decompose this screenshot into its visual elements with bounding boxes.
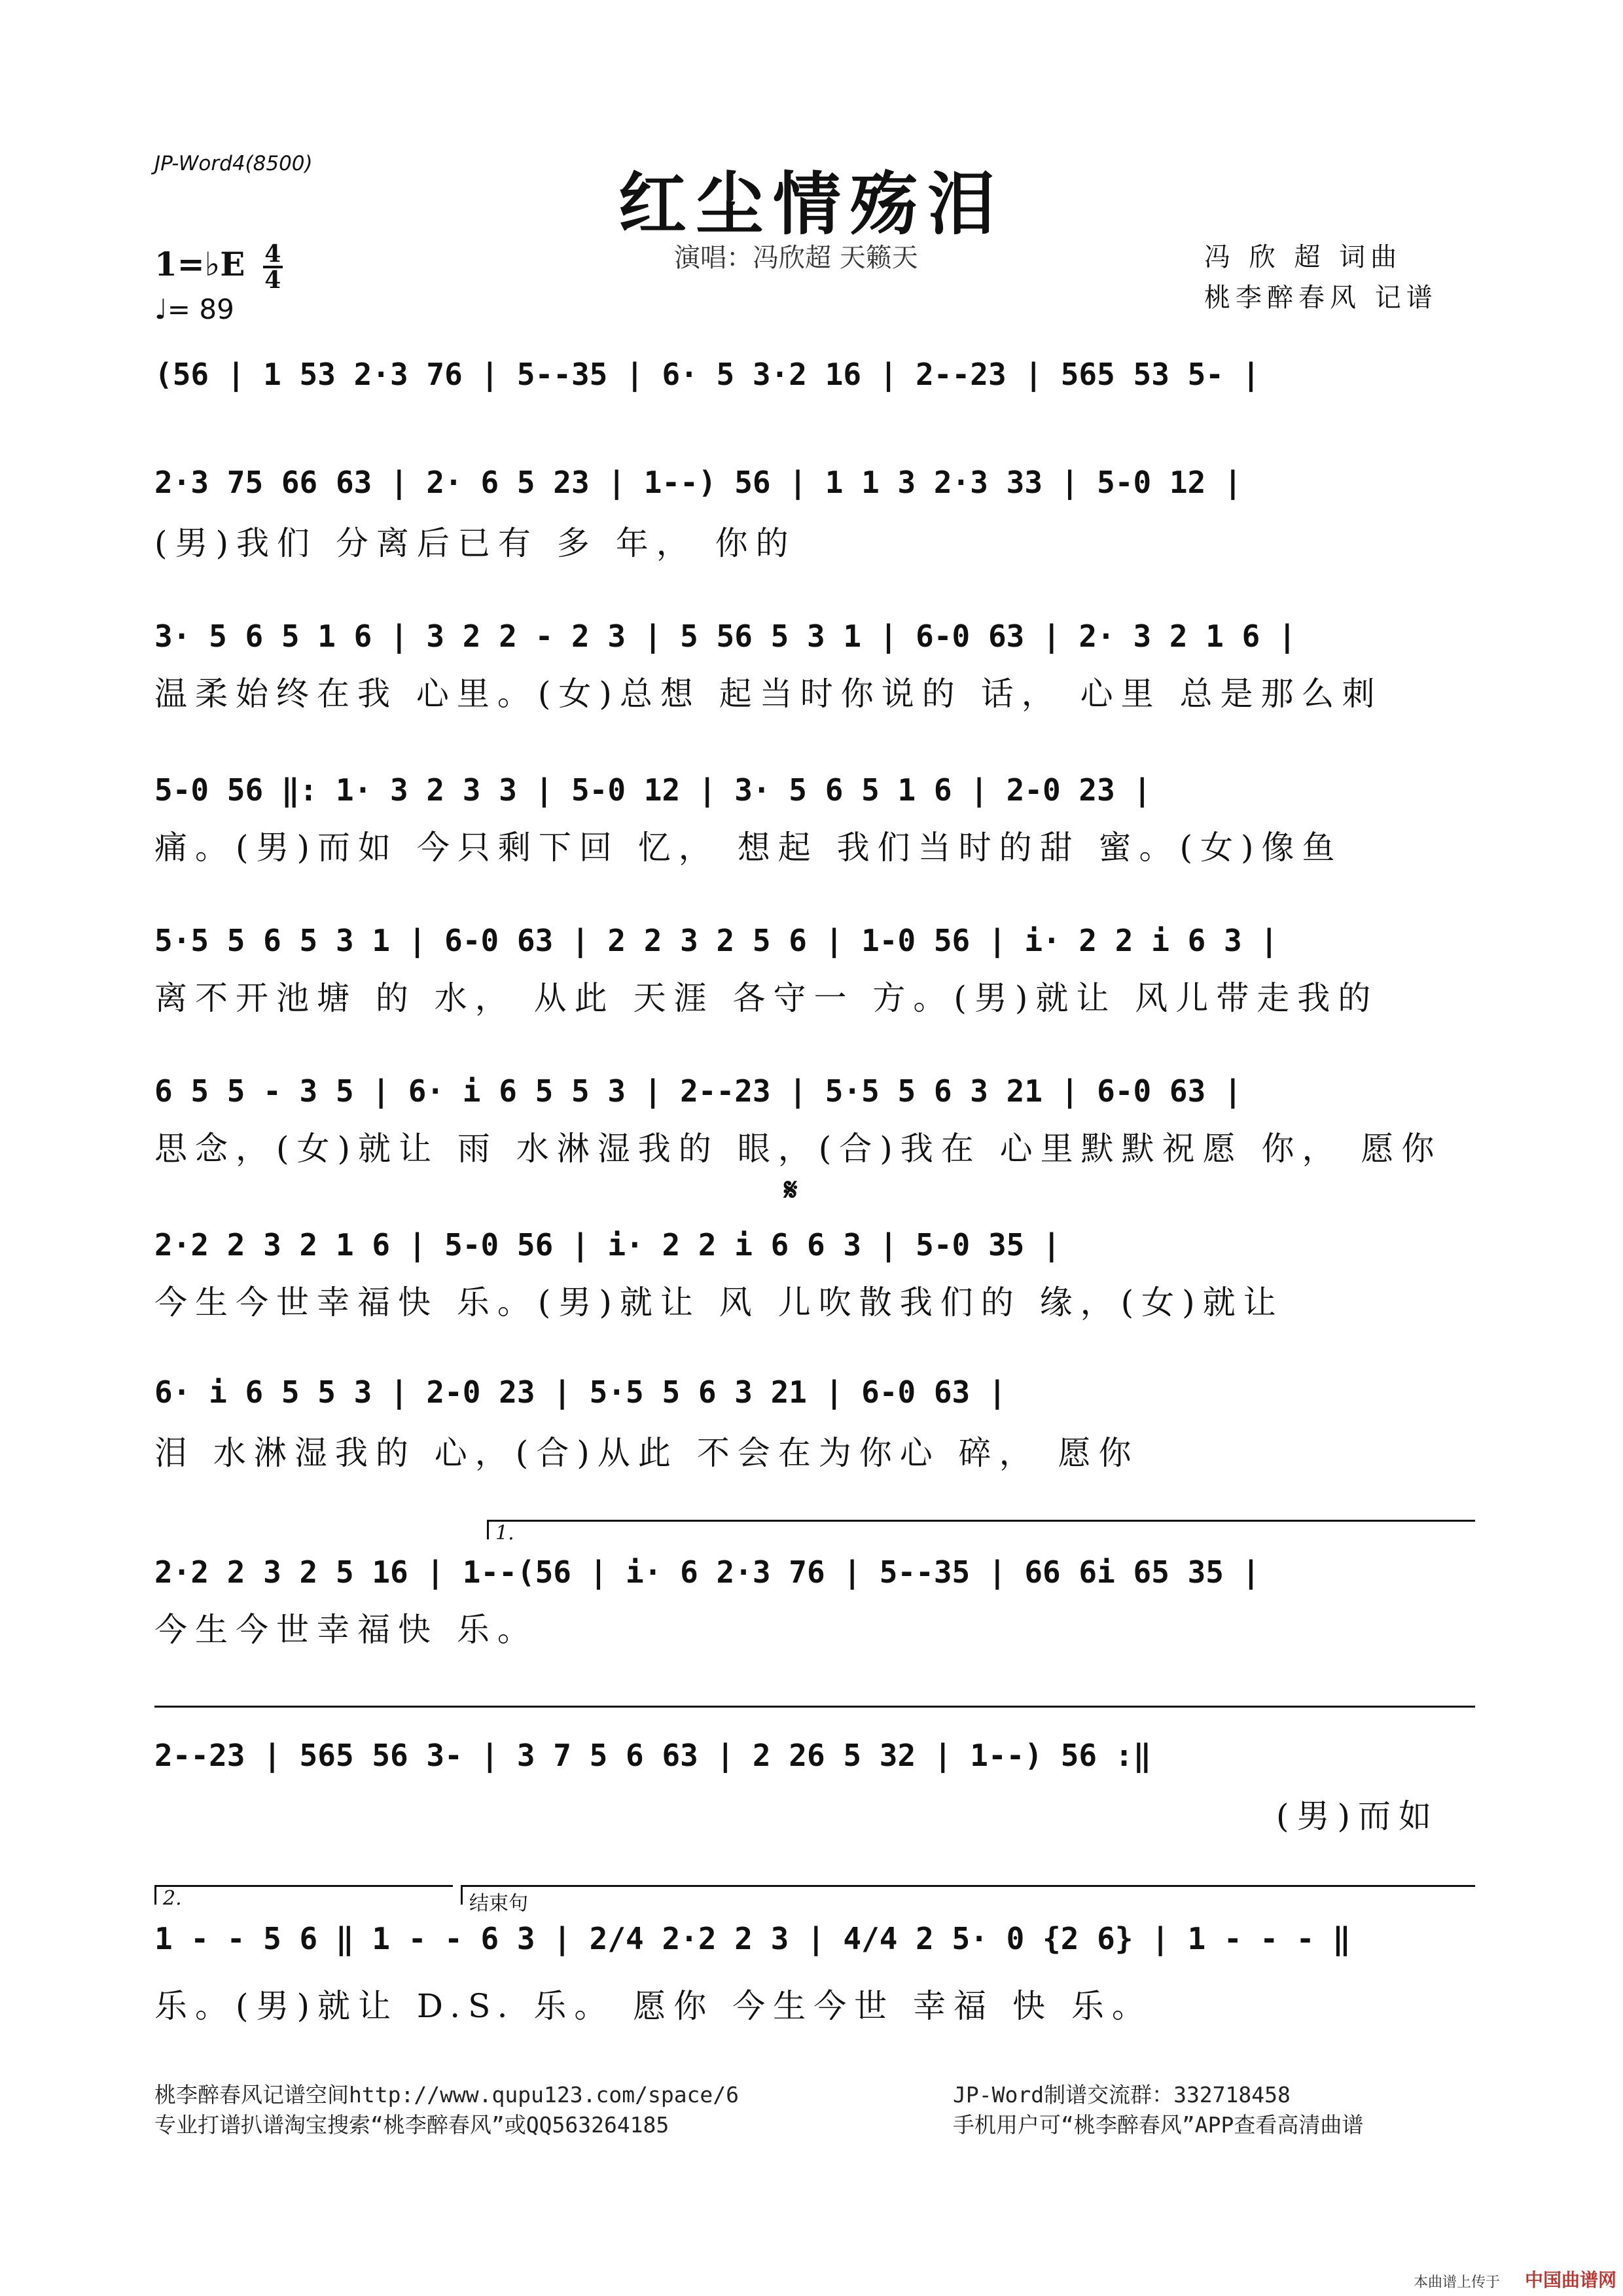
time-signature <box>263 242 283 292</box>
footer-left <box>154 2080 739 2140</box>
music-line: 5-0 56 ‖: 1· 3 2 3 3 | 5-0 12 | 3· 5 6 5 1 6 | 2-0 23 | <box>154 772 1152 808</box>
volta-2-label: 2. <box>163 1887 182 1910</box>
music-line: 5·5 5 6 5 3 1 | 6-0 63 | 2 2 3 2 5 6 | 1-0 56 | i· 2 2 i 6 3 | <box>154 923 1279 958</box>
brand-logo: 中国曲谱网 <box>1525 2269 1617 2291</box>
segno-mark: 𝄋 <box>784 1172 798 1208</box>
music-line: 3· 5 6 5 1 6 | 3 2 2 - 2 3 | 5 56 5 3 1 | 6-0 63 | 2· 3 2 1 6 | <box>154 619 1296 654</box>
credits <box>1204 237 1438 318</box>
lyric-line: 今生今世幸福快 乐。(男)就让 风 儿吹散我们的 缘，(女)就让 <box>154 1283 1284 1321</box>
coda-label: 结束句 <box>469 1892 528 1915</box>
time-bottom: 4 <box>264 266 281 294</box>
time-top: 4 <box>264 240 281 268</box>
lyric-line: (男)我们 分离后已有 多 年， 你的 <box>154 524 796 562</box>
volta-2-bracket <box>154 1885 453 1910</box>
footer-left-line1: 桃李醉春风记谱空间http://www.qupu123.com/space/6 <box>154 2082 740 2108</box>
software-label: JP-Word4(8500) <box>154 152 313 175</box>
footer-left-line2: 专业打谱扒谱淘宝搜索“桃李醉春风”或QQ563264185 <box>154 2112 669 2138</box>
singers: 演唱：冯欣超 天籁天 <box>674 243 918 273</box>
lyric-line: 乐。(男)就让 D.S. 乐。 愿你 今生今世 幸福 快 乐。 <box>154 1987 1152 2025</box>
lyric-line: 今生今世幸福快 乐。 <box>154 1611 538 1649</box>
footer-right-line1: JP-Word制谱交流群：332718458 <box>953 2082 1291 2108</box>
lyric-line: 温柔始终在我 心里。(女)总想 起当时你说的 话， 心里 总是那么刺 <box>154 675 1383 713</box>
music-line: 2·3 75 66 63 | 2· 6 5 23 | 1--) 56 | 1 1 3 2·3 33 | 5-0 12 | <box>154 465 1242 500</box>
volta-1-bracket <box>487 1520 1475 1545</box>
volta-1-label: 1. <box>495 1522 514 1545</box>
footer-right <box>953 2080 1363 2140</box>
music-line: 2·2 2 3 2 1 6 | 5-0 56 | i· 2 2 i 6 6 3 | 5-0 35 | <box>154 1227 1061 1263</box>
music-line: (56 | 1 53 2·3 76 | 5--35 | 6· 5 3·2 16 | 2--23 | 565 53 5- | <box>154 357 1260 392</box>
lyric-line: 痛。(男)而如 今只剩下回 忆， 想起 我们当时的甜 蜜。(女)像鱼 <box>154 829 1343 867</box>
upload-note: 本曲谱上传于 <box>1414 2274 1501 2291</box>
lyric-line: 离不开池塘 的 水， 从此 天涯 各守一 方。(男)就让 风儿带走我的 <box>154 979 1379 1017</box>
lyric-line: (男)而如 <box>1276 1797 1440 1835</box>
coda-bracket <box>461 1885 1475 1915</box>
music-line: 6· i 6 5 5 3 | 2-0 23 | 5·5 5 6 3 21 | 6-0 63 | <box>154 1374 1007 1410</box>
music-line: 2--23 | 565 56 3- | 3 7 5 6 63 | 2 26 5 32 | 1--) 56 :‖ <box>154 1738 1152 1773</box>
lyric-line: 思念，(女)就让 雨 水淋湿我的 眼，(合)我在 心里默默祝愿 你， 愿你 <box>154 1130 1442 1168</box>
lyric-line: 泪 水淋湿我的 心，(合)从此 不会在为你心 碎， 愿你 <box>154 1434 1139 1472</box>
credit-transcriber: 桃李醉春风 记谱 <box>1204 283 1438 313</box>
music-line: 1 - - 5 6 ‖ 1 - - 6 3 | 2/4 2·2 2 3 | 4/4 2 5· 0 {2 6} | 1 - - - ‖ <box>154 1921 1351 1956</box>
music-line: 2·2 2 3 2 5 16 | 1--(56 | i· 6 2·3 76 | 5--35 | 66 6i 65 35 | <box>154 1554 1260 1590</box>
tempo-mark: ♩= 89 <box>154 293 234 325</box>
song-title: 红尘情殇泪 <box>618 164 1005 244</box>
credit-lyrics: 冯 欣 超 词曲 <box>1204 242 1402 272</box>
footer-right-line2: 手机用户可“桃李醉春风”APP查看高清曲谱 <box>953 2112 1364 2138</box>
volta-1-continuation <box>154 1706 1475 1708</box>
key-signature <box>154 242 283 292</box>
key-text: 1=♭E <box>154 245 245 283</box>
music-line: 6 5 5 - 3 5 | 6· i 6 5 5 3 | 2--23 | 5·5 5 6 3 21 | 6-0 63 | <box>154 1073 1242 1109</box>
